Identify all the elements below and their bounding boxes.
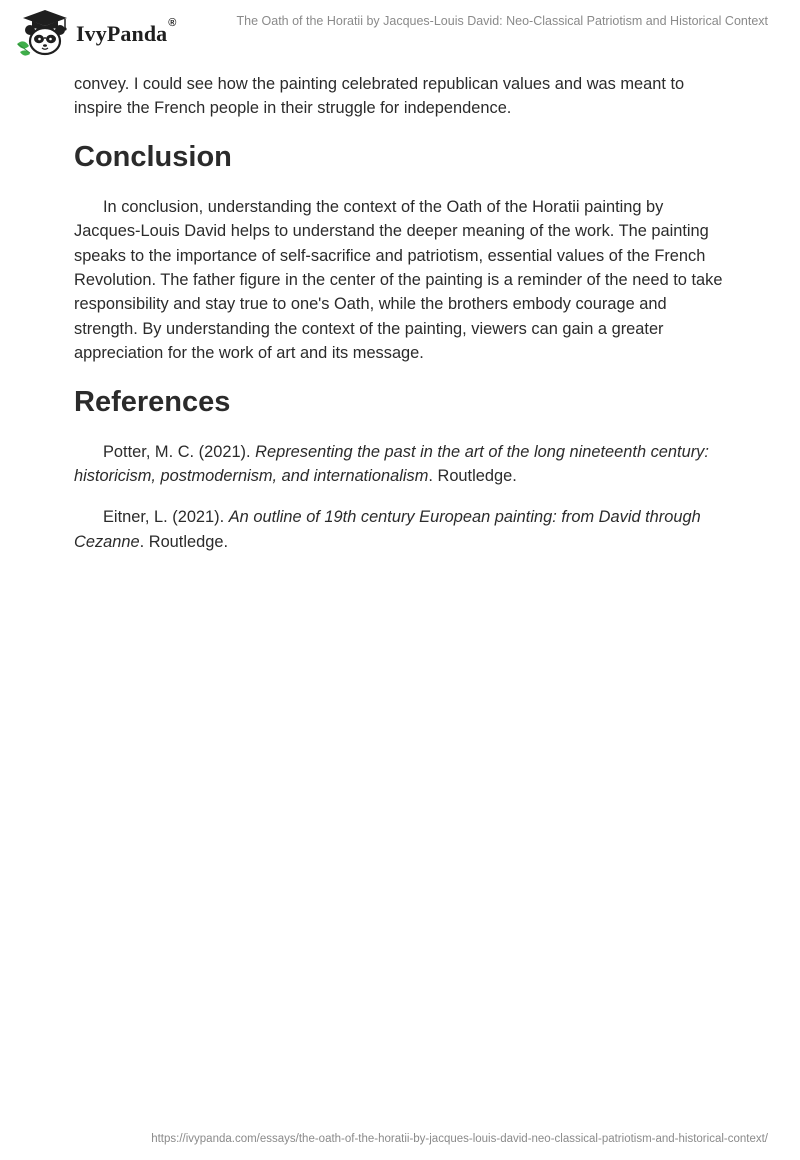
reference-title: An outline of 19th century European painting: from David through Cezanne — [74, 508, 701, 551]
ivypanda-logo[interactable] — [14, 8, 177, 58]
reference-item — [74, 505, 734, 554]
references-heading: References — [74, 385, 231, 418]
registered-mark: ® — [168, 17, 177, 29]
essay-content — [74, 70, 734, 571]
lead-paragraph: convey. I could see how the painting celebrated republican values and was meant to inspire the French people in their struggle for independence. — [74, 75, 685, 118]
reference-title: Representing the past in the art of the long nineteenth century: historicism, postmodernism, and internationalism — [74, 442, 709, 486]
reference-author: Potter, M. C. (2021). — [103, 442, 256, 461]
source-url[interactable]: https://ivypanda.com/essays/the-oath-of-the-horatii-by-jacques-louis-david-neo-classical-patriotism-and-historical-context/ — [151, 1133, 768, 1145]
reference-publisher: . Routledge. — [428, 467, 517, 486]
reference-author: Eitner, L. (2021). — [103, 508, 229, 527]
page-header — [0, 0, 800, 62]
conclusion-paragraph: In conclusion, understanding the context of the Oath of the Horatii painting by Jacques-Louis David helps to understand the deeper meaning of the work. The painting speaks to the importance of self-sacrifice and patriotism, essential values of the French Revolution. The father figure in the center of the painting is a reminder of the need to take responsibility and stay true to one's Oath, while the brothers embody courage and strength. By understanding the context of the painting, viewers can gain a greater appreciation for the work of art and its message. — [74, 197, 723, 363]
conclusion-heading: Conclusion — [74, 140, 232, 173]
document-title: The Oath of the Horatii by Jacques-Louis David: Neo-Classical Patriotism and Historical Context — [236, 14, 768, 28]
logo-wordmark: IvyPanda® — [76, 17, 177, 46]
panda-graduation-cap-icon — [14, 8, 74, 58]
reference-item — [74, 440, 734, 489]
reference-publisher: . Routledge. — [139, 532, 229, 551]
